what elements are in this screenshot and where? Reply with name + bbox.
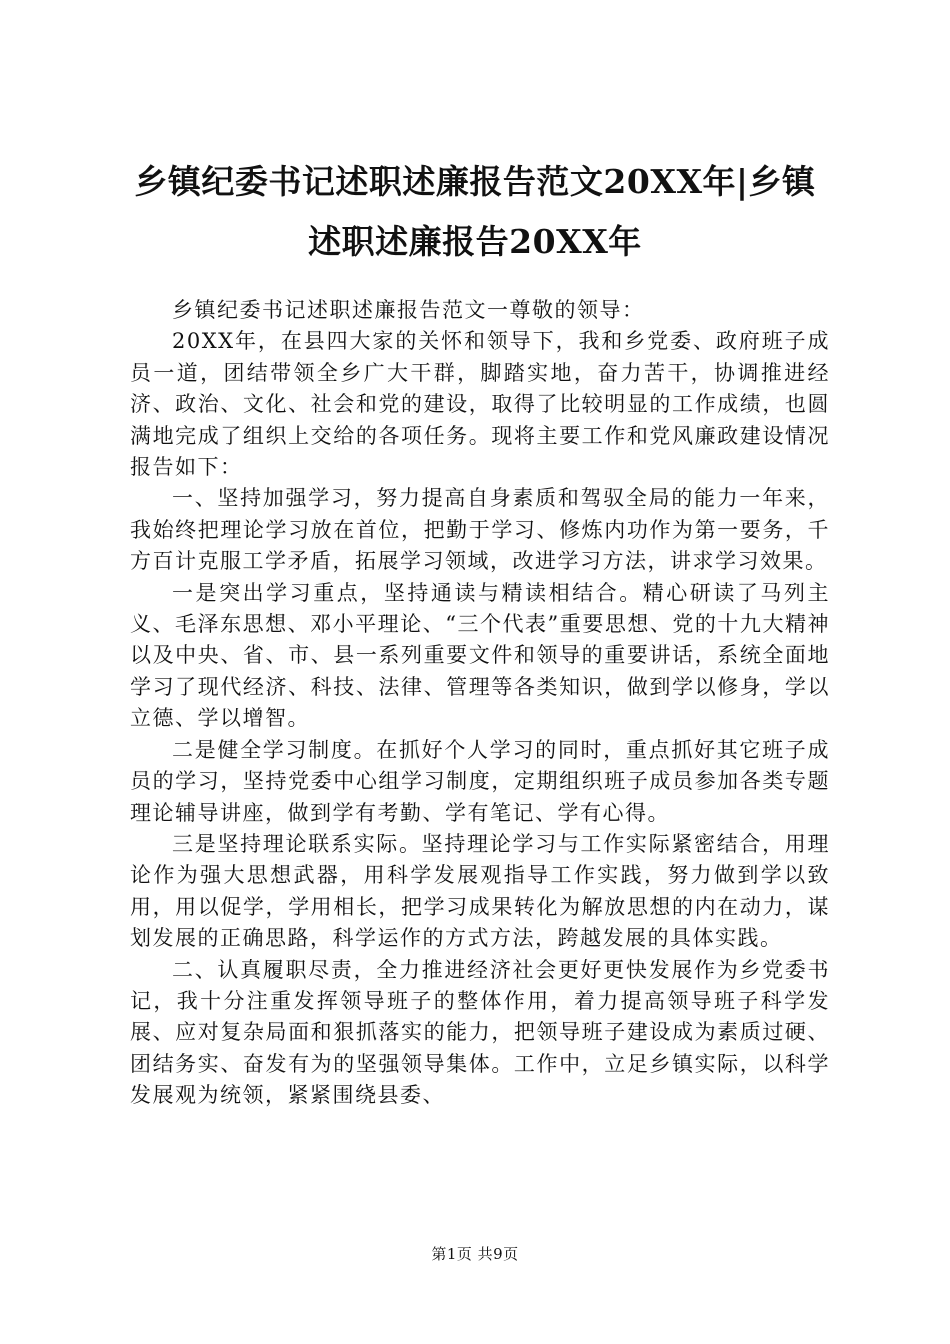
document-body — [130, 295, 830, 1112]
document-title — [110, 152, 840, 272]
paragraph-section-1: 一、坚持加强学习，努力提高自身素质和驾驭全局的能力一年来，我始终把理论学习放在首位，把勤于学习、修炼内功作为第一要务，千方百计克服工学矛盾，拓展学习领域，改进学习方法，讲求学习效果。 — [130, 486, 830, 574]
page-footer: 第1页 共9页 — [431, 1245, 519, 1263]
paragraph-point-1: 一是突出学习重点，坚持通读与精读相结合。精心研读了马列主义、毛泽东思想、邓小平理论、“三个代表”重要思想、党的十九大精神以及中央、省、市、县一系列重要文件和领导的重要讲话，系统全面地学习了现代经济、科技、法律、管理等各类知识，做到学以修身，学以立德、学以增智。 — [130, 580, 830, 731]
paragraph-section-2: 二、认真履职尽责，全力推进经济社会更好更快发展作为乡党委书记，我十分注重发挥领导班子的整体作用，着力提高领导班子科学发展、应对复杂局面和狠抓落实的能力，把领导班子建设成为素质过硬、团结务实、奋发有为的坚强领导集体。工作中，立足乡镇实际，以科学发展观为统领，紧紧围绕县委、 — [130, 957, 830, 1108]
paragraph-salutation: 乡镇纪委书记述职述廉报告范文一尊敬的领导： — [172, 298, 645, 322]
paragraph-point-3: 三是坚持理论联系实际。坚持理论学习与工作实际紧密结合，用理论作为强大思想武器，用科学发展观指导工作实践，努力做到学以致用，用以促学，学用相长，把学习成果转化为解放思想的内在动力，谋划发展的正确思路，科学运作的方式方法，跨越发展的具体实践。 — [130, 831, 830, 951]
paragraph-point-2: 二是健全学习制度。在抓好个人学习的同时，重点抓好其它班子成员的学习，坚持党委中心组学习制度，定期组织班子成员参加各类专题理论辅导讲座，做到学有考勤、学有笔记、学有心得。 — [130, 737, 830, 825]
paragraph-intro: 20XX年，在县四大家的关怀和领导下，我和乡党委、政府班子成员一道，团结带领全乡广大干群，脚踏实地，奋力苦干，协调推进经济、政治、文化、社会和党的建设，取得了比较明显的工作成绩，也圆满地完成了组织上交给的各项任务。现将主要工作和党风廉政建设情况报告如下： — [130, 329, 830, 480]
title-line-2: 述职述廉报告20XX年 — [308, 222, 642, 261]
title-line-1: 乡镇纪委书记述职述廉报告范文20XX年|乡镇 — [134, 162, 816, 201]
